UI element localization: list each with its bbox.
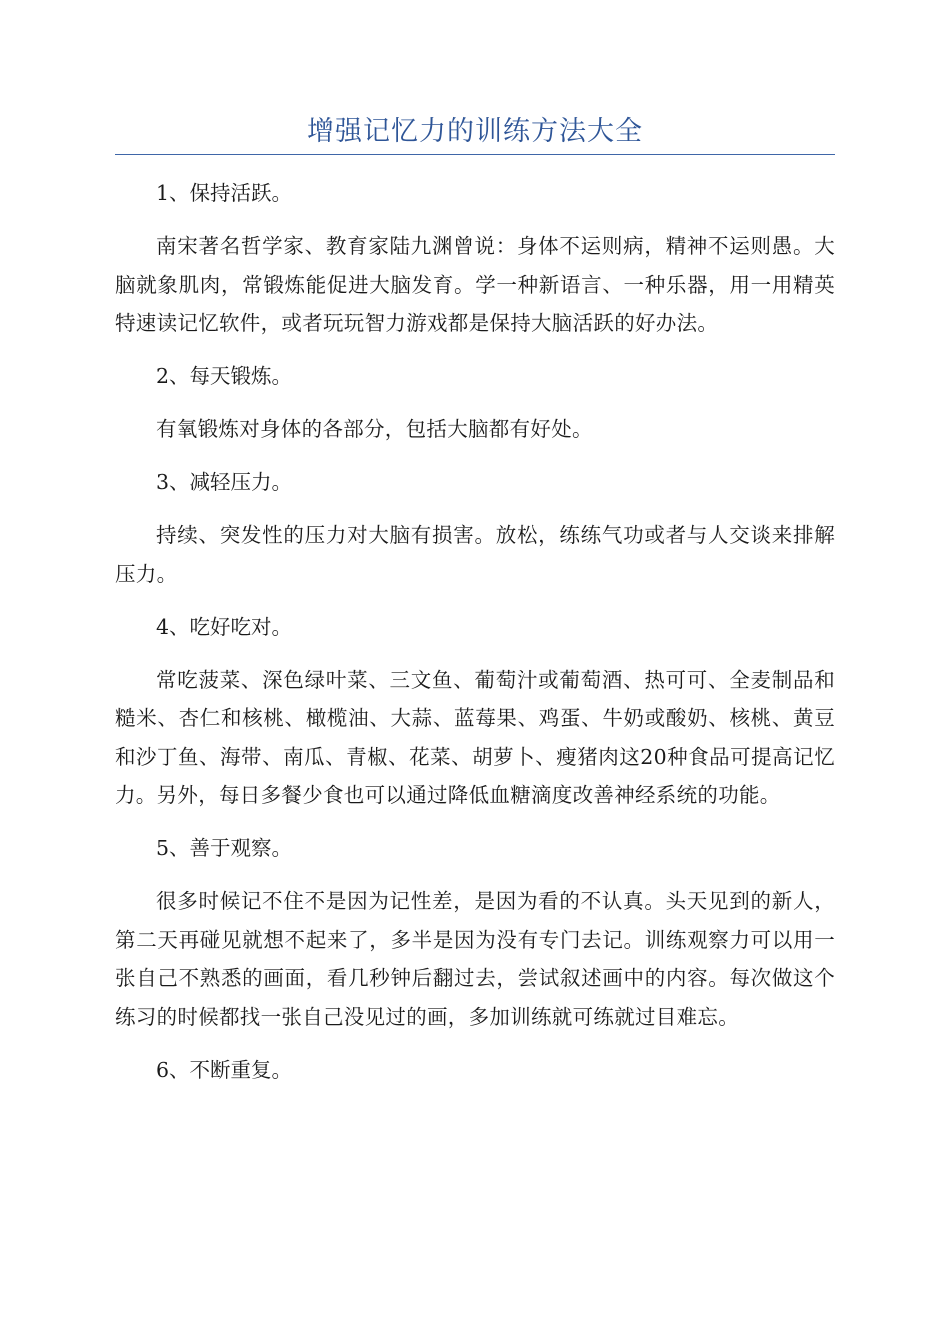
- section-heading-5: 5、善于观察。: [156, 836, 293, 860]
- section-heading-3: 3、减轻压力。: [156, 470, 293, 494]
- section-heading-6: 6、不断重复。: [156, 1057, 293, 1082]
- section-heading-4: 4、吃好吃对。: [156, 614, 293, 639]
- section-body-3: 持续、突发性的压力对大脑有损害。放松，练练气功或者与人交谈来排解压力。: [115, 523, 835, 586]
- section-body-5: 很多时候记不住不是因为记性差，是因为看的不认真。头天见到的新人，第二天再碰见就想不起来了，多半是因为没有专门去记。训练观察力可以用一张自己不熟悉的画面，看几秒钟后翻过去，尝试叙述画中的内容。每次做这个练习的时候都找一张自己没见过的画，多加训练就可练就过目难忘。: [115, 889, 835, 1029]
- section-body-4: 常吃菠菜、深色绿叶菜、三文鱼、葡萄汁或葡萄酒、热可可、全麦制品和糙米、杏仁和核桃、橄榄油、大蒜、蓝莓果、鸡蛋、牛奶或酸奶、核桃、黄豆和沙丁鱼、海带、南瓜、青椒、花菜、胡萝卜、瘦猪肉这20种食品可提高记忆力。另外，每日多餐少食也可以通过降低血糖滴度改善神经系统的功能。: [115, 667, 835, 807]
- title-underline: [115, 154, 835, 155]
- section-heading-1: 1、保持活跃。: [156, 181, 293, 205]
- section-body-2: 有氧锻炼对身体的各部分，包括大脑都有好处。: [156, 417, 593, 441]
- document-title: 增强记忆力的训练方法大全: [307, 116, 643, 147]
- section-body-1: 南宋著名哲学家、教育家陆九渊曾说：身体不运则病，精神不运则愚。大脑就象肌肉，常锻炼能促进大脑发育。学一种新语言、一种乐器，用一用精英特速读记忆软件，或者玩玩智力游戏都是保持大脑活跃的好办法。: [115, 234, 835, 335]
- document-body: [115, 174, 835, 1089]
- section-heading-2: 2、每天锻炼。: [156, 364, 293, 388]
